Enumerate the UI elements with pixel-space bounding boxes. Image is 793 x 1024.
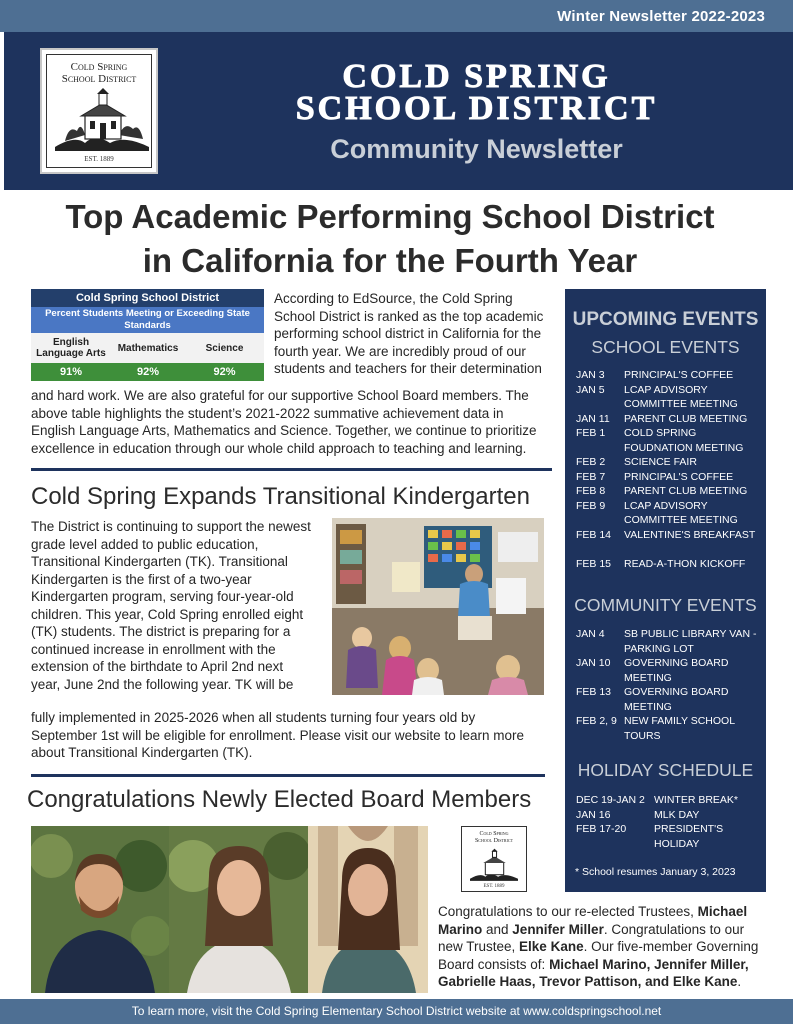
table-column-header: Science <box>205 342 244 354</box>
board-text-run: . <box>737 974 742 989</box>
small-logo-line1: Cold Spring <box>479 831 509 837</box>
logo-line1: Cold Spring <box>70 61 128 73</box>
footer-bar <box>0 999 793 1024</box>
text-line: English Language Arts, Mathematics and Science. Together, we continue to prioritize <box>31 423 537 438</box>
logo-line2: School District <box>61 73 137 85</box>
feature-headline <box>20 195 760 283</box>
text-line: year, June 2nd the following year. TK will be <box>31 676 294 692</box>
event-date: FEB 14 <box>576 528 612 541</box>
event-description: VALENTINE'S BREAKFAST <box>624 528 756 541</box>
board-member-photo <box>31 826 169 993</box>
event-description: PRINCIPAL'S COFFEE <box>624 369 734 381</box>
event-date: FEB 2, 9 <box>576 715 617 727</box>
text-line: Kindergarten is the first of a two-year <box>31 571 252 587</box>
event-description: PARENT CLUB MEETING <box>624 412 748 425</box>
text-line: excellence in education through our whole child approach to teaching and learning. <box>31 440 527 456</box>
event-description: WINTER BREAK* <box>654 794 739 806</box>
text-line: extension of the birthdate to April 2nd next <box>31 659 284 674</box>
event-description: GOVERNING BOARD MEETING <box>624 686 729 713</box>
event-date: JAN 11 <box>576 412 610 425</box>
event-date: FEB 13 <box>576 686 612 698</box>
event-description: PRESIDENT'S HOLIDAY <box>654 823 724 850</box>
event-date: JAN 5 <box>576 383 605 396</box>
small-logo-established: EST. 1889 <box>483 884 505 889</box>
feature-headline-line1: Top Academic Performing School District <box>65 198 715 235</box>
board-member-name: Michael Marino, Jennifer Miller, Gabrielle Haas, Trevor Pattison, and Elke Kane <box>438 956 749 989</box>
board-heading: Congratulations Newly Elected Board Members <box>27 786 532 813</box>
text-line: fully implemented in 2025-2026 when all students turning four years old by <box>31 710 476 725</box>
event-date: FEB 2 <box>576 456 606 468</box>
event-description: LCAP ADVISORY COMMITTEE MEETING <box>624 499 738 526</box>
tk-heading: Cold Spring Expands Transitional Kindergarten <box>31 483 530 510</box>
upcoming-events-sidebar <box>565 289 766 892</box>
board-member-photo <box>169 826 308 993</box>
edition-bar <box>0 0 793 32</box>
board-member-name: Jennifer Miller <box>512 921 604 937</box>
small-logo-line2: School District <box>474 838 514 844</box>
text-line: continued increase in enrollment with the <box>31 641 276 657</box>
feature-paragraph <box>31 387 561 457</box>
text-line: above table highlights the student’s 2021-2022 summative achievement data in <box>31 405 504 421</box>
event-description: SB PUBLIC LIBRARY VAN - PARKING LOT <box>624 628 757 655</box>
schoolhouse-icon <box>55 85 149 151</box>
event-date: FEB 1 <box>576 427 606 439</box>
text-line: (TK) students. The district is preparing for a <box>31 624 291 639</box>
tk-paragraph-wrap <box>31 518 331 693</box>
event-date: JAN 3 <box>576 369 605 381</box>
text-line: The District is continuing to support the newest <box>31 519 311 534</box>
event-description: PARENT CLUB MEETING <box>624 485 748 497</box>
table-value-row <box>31 363 264 381</box>
edition-label: Winter Newsletter 2022-2023 <box>557 8 765 25</box>
holiday-date: DEC 19-JAN 2 <box>576 794 645 806</box>
text-line: School District is ranked as the top academic <box>274 308 544 324</box>
district-logo <box>40 48 158 174</box>
event-date: JAN 10 <box>576 657 611 669</box>
table-value: 92% <box>213 366 236 378</box>
event-description: LCAP ADVISORY COMMITTEE MEETING <box>624 383 738 410</box>
feature-headline-line2: in California for the Fourth Year <box>142 242 638 279</box>
table-column-header: Mathematics <box>117 342 179 354</box>
event-date: FEB 7 <box>576 470 606 483</box>
holiday-date: JAN 16 <box>576 808 611 821</box>
event-description: SCIENCE FAIR <box>624 456 697 468</box>
text-line: about Transitional Kindergarten (TK). <box>31 745 253 760</box>
event-description: NEW FAMILY SCHOOL TOURS <box>624 715 735 742</box>
masthead-subtitle: Community Newsletter <box>330 134 623 164</box>
text-line: According to EdSource, the Cold Spring <box>274 291 513 306</box>
text-line: fourth year. We are incredibly proud of our <box>274 343 526 359</box>
text-line: Kindergarten program, serving four-year-old <box>31 589 294 604</box>
district-logo-small <box>461 826 527 892</box>
event-date: FEB 8 <box>576 485 606 497</box>
tk-paragraph <box>31 709 551 762</box>
table-title: Cold Spring School District <box>31 289 264 307</box>
event-date: JAN 4 <box>576 628 605 640</box>
school-events-heading: SCHOOL EVENTS <box>591 337 740 357</box>
masthead-title-line1: COLD SPRING <box>342 58 611 95</box>
achievement-table <box>31 289 264 381</box>
classroom-photo <box>332 518 544 695</box>
board-text-run: and <box>482 921 513 937</box>
text-line: Transitional Kindergarten (TK). Transitional <box>31 554 288 569</box>
community-events-heading: COMMUNITY EVENTS <box>574 595 757 615</box>
masthead-title-line2: SCHOOL DISTRICT <box>295 90 658 127</box>
table-value: 91% <box>59 366 83 378</box>
board-text-run: . Congratulations to our new Trustee, <box>438 921 745 954</box>
logo-established: EST. 1889 <box>84 155 114 163</box>
text-line: September 1st will be eligible for enrollment. Please visit our website to learn more <box>31 727 524 743</box>
event-description: GOVERNING BOARD MEETING <box>624 657 729 684</box>
event-description: COLD SPRING FOUDNATION MEETING <box>624 427 744 454</box>
event-description: MLK DAY <box>654 808 700 821</box>
board-member-photo <box>308 826 428 993</box>
sidebar-title: UPCOMING EVENTS <box>572 309 759 330</box>
event-date: FEB 15 <box>576 557 612 570</box>
text-line: children. This year, Cold Spring enrolled eight <box>31 606 304 622</box>
holiday-date: FEB 17-20 <box>576 823 627 835</box>
table-header-row <box>31 333 264 363</box>
text-line: students and teachers for their determination <box>274 361 542 376</box>
school-resumes-note: * School resumes January 3, 2023 <box>575 866 736 878</box>
text-line: grade level added to public education, <box>31 536 259 552</box>
table-value: 92% <box>136 366 160 378</box>
section-divider <box>31 774 545 777</box>
footer-text: To learn more, visit the Cold Spring Elementary School District website at www.coldspringschool.net <box>131 1004 662 1018</box>
board-paragraph <box>438 903 763 991</box>
event-description: PRINCIPAL'S COFFEE <box>624 470 734 483</box>
board-text-run: . Our five-member Governing Board consists of: <box>438 939 759 972</box>
text-line: and hard work. We are also grateful for our supportive School Board members. The <box>31 388 529 403</box>
event-date: FEB 9 <box>576 499 606 512</box>
table-subtitle: Percent Students Meeting or Exceeding State Standards <box>31 307 264 333</box>
feature-paragraph-wrap <box>274 290 559 378</box>
event-description: READ-A-THON KICKOFF <box>624 557 746 570</box>
text-line: performing school district in California for the <box>274 326 542 341</box>
table-column-header: English Language Arts <box>36 337 106 359</box>
board-text-run: Congratulations to our re-elected Trustees, <box>438 904 698 919</box>
schoolhouse-icon <box>470 847 518 881</box>
board-member-name: Elke Kane <box>519 939 584 954</box>
section-divider <box>31 468 552 471</box>
board-member-name: Michael Marino <box>438 904 748 937</box>
holiday-schedule-heading: HOLIDAY SCHEDULE <box>577 760 754 780</box>
